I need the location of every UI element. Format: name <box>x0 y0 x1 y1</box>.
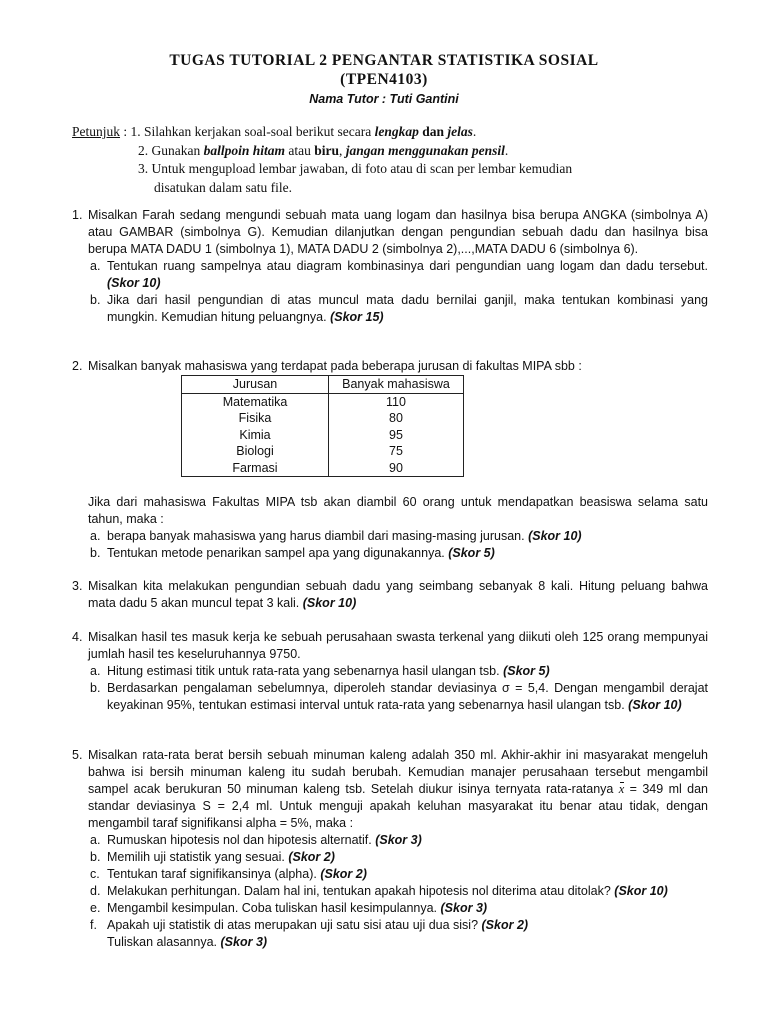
question-number: 3. <box>72 579 83 593</box>
instruction-2: 2. Gunakan ballpoin hitam atau biru, jangan menggunakan pensil. <box>138 142 509 158</box>
score-label: (Skor 2) <box>481 918 529 932</box>
question-3 <box>72 578 708 612</box>
score-label: (Skor 5) <box>448 546 495 560</box>
table-cell: Kimia <box>182 427 329 444</box>
score-label: (Skor 3) <box>375 833 422 847</box>
question-text: Misalkan banyak mahasiswa yang terdapat pada beberapa jurusan di fakultas MIPA sbb : <box>88 359 582 373</box>
subquestion-c: c. Tentukan taraf signifikansinya (alpha). (Skor 2) <box>90 867 367 881</box>
question-5 <box>72 747 708 951</box>
score-label: (Skor 10) <box>628 698 682 712</box>
table-cell: Fisika <box>182 410 329 427</box>
score-label: (Skor 3) <box>220 935 268 949</box>
table-cell: 110 <box>329 393 464 410</box>
subquestion-f: f. Apakah uji statistik di atas merupakan uji satu sisi atau uji dua sisi? (Skor 2) Tuliskan alasannya. (Skor 3) <box>90 918 529 949</box>
question-1 <box>72 207 708 326</box>
question-2-continued <box>72 494 708 562</box>
instruction-1: Petunjuk : 1. Silahkan kerjakan soal-soal berikut secara lengkap dan jelas. <box>72 124 477 139</box>
instruction-3: 3. Untuk mengupload lembar jawaban, di foto atau di scan per lembar kemudian <box>138 161 573 176</box>
tutor-name: Nama Tutor : Tuti Gantini <box>309 92 459 106</box>
students-table <box>181 375 464 477</box>
instructions-label: Petunjuk <box>72 124 121 139</box>
subquestion-d: d. Melakukan perhitungan. Dalam hal ini, tentukan apakah hipotesis nol diterima atau ditolak? (Skor 10) <box>90 884 668 898</box>
table-cell: 90 <box>329 460 464 477</box>
table-header: Banyak mahasiswa <box>329 376 464 394</box>
table-cell: 75 <box>329 443 464 460</box>
score-label: (Skor 15) <box>330 310 384 324</box>
subquestion-b: b. Tentukan metode penarikan sampel apa yang digunakannya. (Skor 5) <box>90 546 495 560</box>
course-code: (TPEN4103) <box>340 71 428 88</box>
xbar-symbol: x <box>618 782 625 796</box>
question-number: 2. <box>72 359 83 373</box>
table-header-row <box>182 376 464 394</box>
table-cell: Biologi <box>182 443 329 460</box>
table-header: Jurusan <box>182 376 329 394</box>
subquestion-a: a. Rumuskan hipotesis nol dan hipotesis alternatif. (Skor 3) <box>90 833 422 847</box>
score-label: (Skor 10) <box>302 596 357 610</box>
table-cell: Farmasi <box>182 460 329 477</box>
table-row <box>182 393 464 410</box>
question-number: 4. <box>72 630 83 644</box>
question-number: 5. <box>72 748 83 762</box>
score-label: (Skor 10) <box>107 276 161 290</box>
table-cell: Matematika <box>182 393 329 410</box>
table-cell: 95 <box>329 427 464 444</box>
question-text: Misalkan Farah sedang mengundi sebuah mata uang logam dan hasilnya bisa berupa ANGKA (simbolnya A) atau GAMBAR (simbolnya G). Kemudian dilanjutkan dengan pengundian sebuah dadu dan hasilnya bisa berupa MATA DADU 1 (simbolnya 1), MATA DADU 2 (simbolnya 2),...,MATA DADU 6 (simbolnya 6). <box>88 208 708 256</box>
subquestion-a: a. Hitung estimasi titik untuk rata-rata yang sebenarnya hasil ulangan tsb. (Skor 5) <box>90 664 550 678</box>
score-label: (Skor 5) <box>503 664 550 678</box>
score-label: (Skor 10) <box>528 529 582 543</box>
score-label: (Skor 10) <box>614 884 668 898</box>
table-row <box>182 443 464 460</box>
question-text: Misalkan hasil tes masuk kerja ke sebuah perusahaan swasta terkenal yang diikuti oleh 125 orang mempunyai jumlah hasil tes keseluruhannya 9750. <box>88 630 708 661</box>
table-row <box>182 410 464 427</box>
subquestion-a: a. berapa banyak mahasiswa yang harus diambil dari masing-masing jurusan. (Skor 10) <box>90 529 582 543</box>
question-4 <box>72 629 708 714</box>
table-cell: 80 <box>329 410 464 427</box>
subquestion-b: b. Memilih uji statistik yang sesuai. (Skor 2) <box>90 850 335 864</box>
instruction-3-cont: disatukan dalam satu file. <box>154 179 292 195</box>
question-2 <box>72 358 708 375</box>
subquestion-b: b. Berdasarkan pengalaman sebelumnya, diperoleh standar deviasinya σ = 5,4. Dengan mengambil derajat keyakinan 95%, tentukan estimasi interval untuk rata-rata yang sebenarnya hasil ulangan tsb. (Skor 10) <box>90 681 708 712</box>
score-label: (Skor 2) <box>320 867 367 881</box>
score-label: (Skor 3) <box>440 901 488 915</box>
question-text: Jika dari mahasiswa Fakultas MIPA tsb akan diambil 60 orang untuk mendapatkan beasiswa selama satu tahun, maka : <box>88 495 708 526</box>
question-number: 1. <box>72 208 83 222</box>
subquestion-e: e. Mengambil kesimpulan. Coba tuliskan hasil kesimpulannya. (Skor 3) <box>90 901 488 915</box>
instructions <box>72 123 712 197</box>
question-text: Misalkan kita melakukan pengundian sebuah dadu yang seimbang sebanyak 8 kali. Hitung peluang bahwa mata dadu 5 akan muncul tepat 3 kali. (Skor 10) <box>88 579 708 610</box>
question-text: Misalkan rata-rata berat bersih sebuah minuman kaleng adalah 350 ml. Akhir-akhir ini masyarakat mengeluh bahwa isi bersih minuman kaleng itu sudah berubah. Kemudian manajer perusahaan tersebut mengambil sampel acak berukuran 50 minuman kaleng tsb. Setelah diukur isinya ternyata rata-ratanya x = 349 ml dan standar deviasinya S = 2,4 ml. Untuk menguji apakah keluhan masyarakat itu benar atau tidak, dengan mengambil taraf signifikansi alpha = 5%, maka : <box>88 748 708 830</box>
subquestion-b: b. Jika dari hasil pengundian di atas muncul mata dadu bernilai ganjil, maka tentukan kombinasi yang mungkin. Kemudian hitung peluangnya. (Skor 15) <box>90 293 708 324</box>
table-row <box>182 427 464 444</box>
table-row <box>182 460 464 477</box>
subquestion-a: a. Tentukan ruang sampelnya atau diagram kombinasinya dari pengundian uang logam dan dadu tersebut. (Skor 10) <box>90 259 708 290</box>
doc-title: TUGAS TUTORIAL 2 PENGANTAR STATISTIKA SOSIAL <box>169 52 599 69</box>
score-label: (Skor 2) <box>288 850 335 864</box>
